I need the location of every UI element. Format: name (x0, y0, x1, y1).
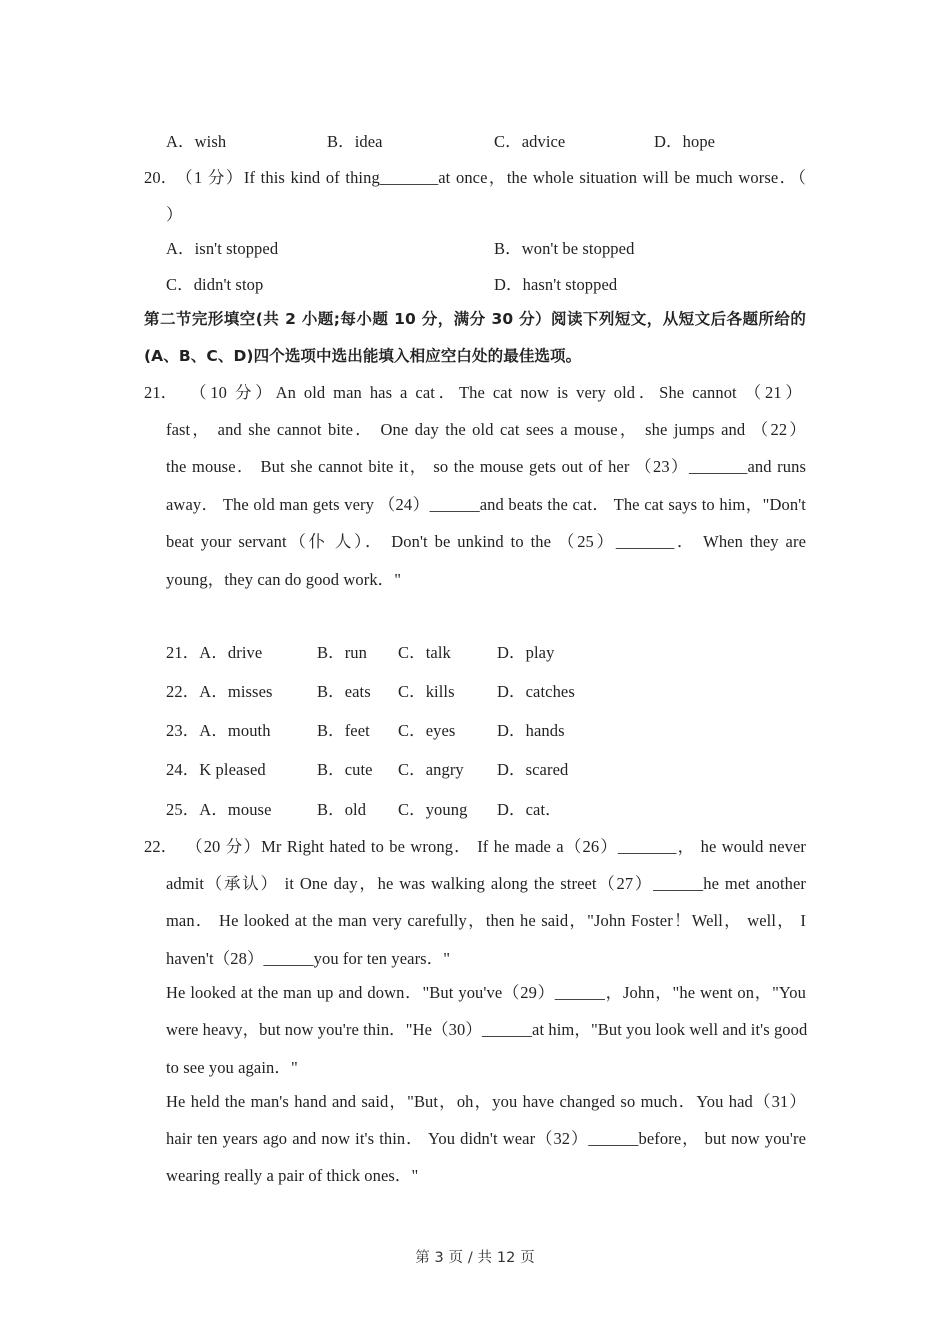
q22-options-row-c: C．kills (398, 682, 455, 701)
q23-options-row-d: D．hands (497, 721, 565, 740)
q22-number: 22． (144, 837, 178, 856)
q25-options-row-b: B．old (317, 800, 367, 819)
q24-options-row-c: C．angry (398, 760, 464, 779)
q21-line: the mouse． But she cannot bite it， so the mouse gets out of her （23）_______and runs (166, 457, 806, 476)
q24-options-row-num: 24．K pleased (166, 760, 266, 779)
q22-line: admit（承认） it One day，he was walking along the street（27）______he met another (166, 874, 806, 893)
q21-line: young，they can do good work．" (166, 570, 402, 589)
q21-options-row-d: D．play (497, 643, 555, 662)
page-footer: 第 3 页 / 共 12 页 (415, 1250, 535, 1266)
q24-options-row-d: D．scared (497, 760, 569, 779)
q25-options-row-d: D．cat． (497, 800, 562, 819)
q22-line: He held the man's hand and said，"But，oh，you have changed so much．You had（31） (166, 1092, 806, 1111)
q21-number: 21． (144, 383, 178, 402)
q23-options-row-c: C．eyes (398, 721, 456, 740)
q22-line: to see you again．" (166, 1058, 298, 1077)
q22-line: He looked at the man up and down．"But you've（29）______，John，"he went on，"You (166, 983, 806, 1002)
q21-line: away． The old man gets very （24）______and beats the cat． The cat says to him，"Don't (166, 495, 806, 514)
q19-option-b: B．idea (327, 132, 383, 151)
q22-line: man． He looked at the man very carefully，then he said，"John Foster！Well， well， I (166, 911, 806, 930)
q21-line: fast， and she cannot bite． One day the old cat sees a mouse， she jumps and （22） (166, 420, 806, 439)
section2-heading-line1: 第二节完形填空(共 2 小题;每小题 10 分，满分 30 分）阅读下列短文，从短文后各题所给的 (144, 310, 806, 328)
q20-option-a: A．isn't stopped (166, 239, 279, 258)
q25-options-row-c: C．young (398, 800, 468, 819)
q21-options-row-c: C．talk (398, 643, 451, 662)
q23-options-row-num: 23．A．mouth (166, 721, 271, 740)
q23-options-row-b: B．feet (317, 721, 370, 740)
q19-option-a: A．wish (166, 132, 227, 151)
q20-number: 20． (144, 168, 178, 187)
q22-options-row-d: D．catches (497, 682, 575, 701)
q22-line: （20 分）Mr Right hated to be wrong． If he made a（26）_______， he would never (186, 837, 806, 856)
q21-options-row-num: 21．A．drive (166, 643, 263, 662)
q22-options-row-num: 22．A．misses (166, 682, 273, 701)
q25-options-row-num: 25．A．mouse (166, 800, 272, 819)
q21-line: （10 分）An old man has a cat．The cat now is very old．She cannot （21） (190, 383, 802, 402)
q21-options-row-b: B．run (317, 643, 367, 662)
q20-stem-end: ） (166, 205, 183, 224)
q22-line: haven't（28）______you for ten years．" (166, 949, 451, 968)
q19-option-c: C．advice (494, 132, 566, 151)
section2-heading-line2: (A、B、C、D)四个选项中选出能填入相应空白处的最佳选项。 (144, 347, 582, 365)
q21-line: beat your servant（仆 人）． Don't be unkind to the （25）_______． When they are (166, 532, 806, 551)
q22-line: wearing really a pair of thick ones．" (166, 1166, 419, 1185)
q19-option-d: D．hope (654, 132, 716, 151)
q22-line: hair ten years ago and now it's thin． You didn't wear（32）______before， but now you're (166, 1129, 806, 1148)
q20-option-d: D．hasn't stopped (494, 275, 618, 294)
q22-options-row-b: B．eats (317, 682, 371, 701)
q22-line: were heavy，but now you're thin．"He（30）______at him，"But you look well and it's good (166, 1020, 808, 1039)
q20-option-c: C．didn't stop (166, 275, 264, 294)
q24-options-row-b: B．cute (317, 760, 373, 779)
q20-option-b: B．won't be stopped (494, 239, 635, 258)
q20-stem: （1 分）If this kind of thing_______at once，the whole situation will be much worse．（ (176, 168, 806, 187)
